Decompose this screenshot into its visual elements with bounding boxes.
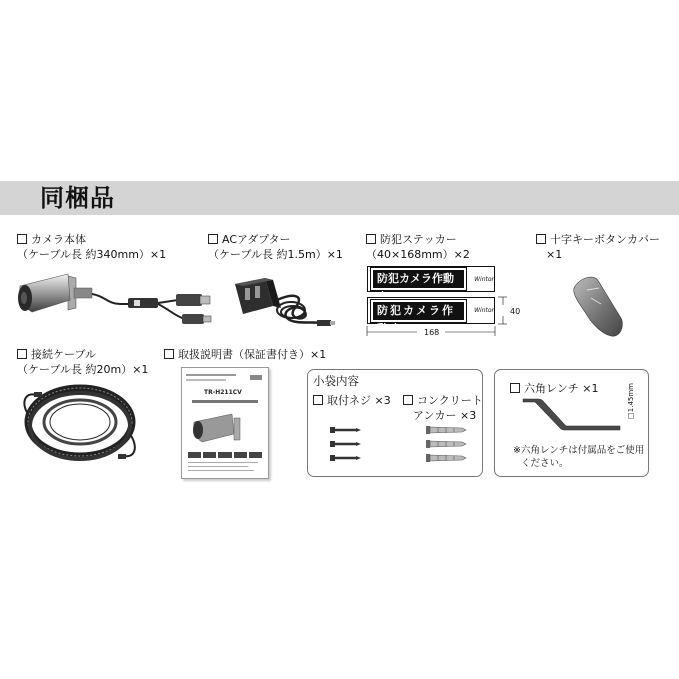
sticker-brand: Wintor bbox=[474, 275, 494, 283]
checkbox-icon bbox=[17, 349, 27, 359]
checkbox-icon bbox=[403, 395, 413, 405]
small-bag-title: 小袋内容 bbox=[313, 374, 359, 388]
manual-image bbox=[181, 367, 269, 479]
screws-image bbox=[328, 424, 368, 468]
key-cover-label: 十字キーボタンカバー ×1 bbox=[536, 232, 660, 262]
checkbox-icon bbox=[208, 234, 218, 244]
sticker-vertical: 防犯カメラ作動中 Wintor bbox=[367, 297, 495, 324]
cable-coil-image bbox=[18, 376, 148, 471]
hex-wrench-note: ※六角レンチは付属品をご使用 ください。 bbox=[513, 445, 645, 469]
anchor-label: コンクリート アンカー ×3 bbox=[403, 393, 483, 423]
sticker-width-dim: 168 bbox=[424, 328, 440, 337]
sticker-height-dim: 40 bbox=[510, 307, 521, 316]
sticker-label: 防犯ステッカー （40×168mm）×2 bbox=[366, 233, 470, 261]
camera-image bbox=[10, 264, 215, 334]
cable-label: 接続ケーブル （ケーブル長 約20m）×1 bbox=[17, 348, 149, 376]
hex-wrench-label: 六角レンチ ×1 bbox=[510, 381, 598, 396]
checkbox-icon bbox=[510, 383, 520, 393]
anchors-image bbox=[424, 424, 470, 468]
sticker-brand: Wintor bbox=[474, 307, 494, 314]
sticker-horizontal: 防犯カメラ作動 Wintor bbox=[367, 266, 495, 292]
hex-wrench-image bbox=[520, 396, 630, 436]
ac-adapter-image bbox=[225, 266, 345, 336]
key-cover-image bbox=[565, 268, 635, 348]
screw-label: 取付ネジ ×3 bbox=[313, 393, 391, 408]
manual-camera-illustration bbox=[190, 408, 260, 448]
manual-model: TR-H211CV bbox=[204, 389, 242, 396]
section-title: 同梱品 bbox=[40, 184, 115, 212]
ac-adapter-label: ACアダプター （ケーブル長 約1.5m）×1 bbox=[208, 233, 343, 261]
checkbox-icon bbox=[313, 395, 323, 405]
camera-label: カメラ本体 （ケーブル長 約340mm）×1 bbox=[17, 233, 167, 261]
manual-label: 取扱説明書（保証書付き）×1 bbox=[164, 347, 326, 362]
checkbox-icon bbox=[164, 349, 174, 359]
checkbox-icon bbox=[366, 234, 376, 244]
checkbox-icon bbox=[17, 234, 27, 244]
section-banner bbox=[0, 181, 679, 215]
hex-wrench-dim: □1.45mm bbox=[627, 383, 635, 421]
checkbox-icon bbox=[536, 234, 546, 244]
